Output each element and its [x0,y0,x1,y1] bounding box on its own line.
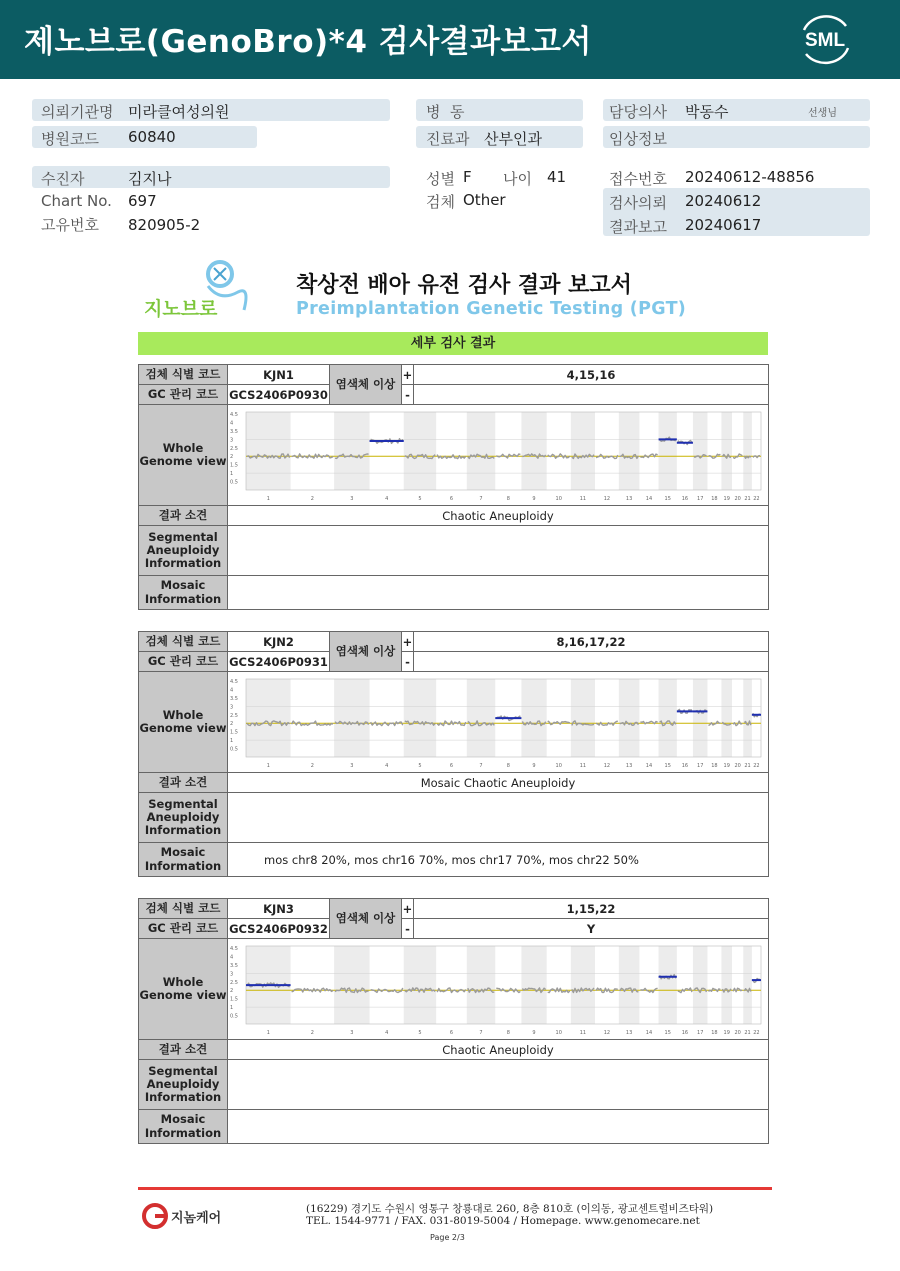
chromosome-label: 19 [723,495,730,502]
abnormal-label: 염색체 이상 [330,899,402,939]
receipt-value: 20240612-48856 [685,168,815,186]
patient-highlight [32,166,390,188]
segmental-label: Segmental Aneuploidy Information [139,526,228,576]
minus-sign: - [402,919,414,939]
plus-sign: + [402,365,414,385]
chromosome-label: 14 [645,495,653,502]
chromosome-label: 4 [385,1029,389,1036]
chromosome-label: 12 [603,495,611,502]
chromosome-label: 20 [734,495,741,502]
request-label: 검사의뢰 [609,194,667,212]
sample-result-table [138,631,769,877]
y-tick-label: 1 [230,1004,234,1011]
copy-number-points [733,721,742,726]
chromosome-label: 11 [579,495,587,502]
finding-value: Chaotic Aneuploidy [228,506,769,526]
chromosome-band [404,412,436,490]
minus-sign: - [402,385,414,405]
clinical-label: 임상정보 [609,130,667,148]
mosaic-label: Mosaic Information [139,1110,228,1144]
chromosome-band [659,946,677,1024]
svg-text:지노브로: 지노브로 [144,298,218,320]
gain-chromosomes: 1,15,22 [414,899,769,919]
report-header-bar [0,0,900,79]
hospital-code-label: 병원코드 [41,130,99,148]
chromosome-label: 12 [603,762,611,769]
hospital-code-value: 60840 [128,128,176,146]
chromosome-label: 6 [449,1029,454,1036]
footer-address: (16229) 경기도 수원시 영통구 창룡대로 260, 8층 810호 (이의동, 광교센트럴비즈타워) [306,1203,714,1215]
chromosome-label: 13 [625,1029,633,1036]
chromosome-label: 16 [681,762,689,769]
chromosome-band [467,412,495,490]
y-tick-label: 2 [230,453,234,460]
chromosome-label: 21 [744,762,751,769]
report-subtitle: Preimplantation Genetic Testing (PGT) [296,299,687,319]
finding-value: Mosaic Chaotic Aneuploidy [228,773,769,793]
y-tick-label: 0.5 [230,479,238,486]
chart-value: 697 [128,192,157,210]
chromosome-band [659,412,677,490]
chromosome-band [521,412,546,490]
institution-value: 미라클여성의원 [128,103,230,121]
chromosome-band [721,946,732,1024]
svg-text:지놈케어: 지놈케어 [171,1211,222,1226]
y-tick-label: 1.5 [230,462,238,469]
chromosome-label: 3 [350,1029,354,1036]
whole-genome-label: Whole Genome view [139,672,228,773]
section-header: 세부 검사 결과 [138,332,768,355]
specimen-code-label: 검체 식별 코드 [139,632,228,652]
gain-chromosomes: 4,15,16 [414,365,769,385]
mosaic-value: mos chr8 20%, mos chr16 70%, mos chr17 70%, mos chr22 50% [228,843,769,877]
age-value: 41 [547,168,567,186]
chromosome-band [693,412,708,490]
mosaic-label: Mosaic Information [139,576,228,610]
y-tick-label: 2.5 [230,445,238,452]
age-label: 나이 [503,170,532,188]
chromosome-label: 20 [734,762,741,769]
svg-text:SML: SML [804,30,846,51]
loss-chromosomes: Y [414,919,769,939]
department-label: 진료과 [426,130,470,148]
abnormal-label: 염색체 이상 [330,632,402,672]
chromosome-label: 21 [744,495,751,502]
chromosome-label: 10 [555,762,562,769]
chromosome-label: 6 [449,762,454,769]
y-tick-label: 4.5 [230,945,238,952]
finding-label: 결과 소견 [139,773,228,793]
specimen-code-label: 검체 식별 코드 [139,899,228,919]
chromosome-band [693,679,708,757]
report-date-value: 20240617 [685,216,762,234]
chromosome-label: 2 [310,762,314,769]
chromosome-label: 9 [532,1029,536,1036]
department-value: 산부인과 [484,130,542,148]
patient-label: 수진자 [41,170,85,188]
copy-number-points [596,988,618,992]
y-tick-label: 3 [230,703,234,710]
chromosome-band [619,679,640,757]
sml-logo [796,12,854,66]
loss-chromosomes [414,652,769,672]
patient-value: 김지나 [128,170,172,188]
chromosome-label: 22 [753,1029,760,1036]
chromosome-band [571,412,595,490]
chromosome-label: 10 [555,495,562,502]
y-tick-label: 4.5 [230,678,238,685]
specimen-code-value: KJN3 [228,899,330,919]
chromosome-label: 7 [479,1029,483,1036]
chromosome-band [246,412,291,490]
chromosome-band [334,412,369,490]
y-tick-label: 1.5 [230,996,238,1003]
document-title: 제노브로(GenoBro)*4 검사결과보고서 [24,24,592,60]
chromosome-label: 8 [506,1029,510,1036]
report-date-label: 결과보고 [609,218,667,236]
chromosome-band [743,412,752,490]
chromosome-band [404,679,436,757]
doctor-label: 담당의사 [609,103,667,121]
chromosome-label: 1 [266,762,270,769]
chromosome-band [619,946,640,1024]
y-tick-label: 4 [230,953,234,960]
chromosome-label: 1 [266,1029,270,1036]
chromosome-band [743,946,752,1024]
chromosome-label: 17 [697,495,704,502]
chromosome-label: 19 [723,762,730,769]
specimen-code-value: KJN2 [228,632,330,652]
chromosome-label: 18 [711,495,718,502]
copy-number-points [496,988,520,992]
chromosome-label: 21 [744,1029,751,1036]
y-tick-label: 3.5 [230,695,238,702]
y-tick-label: 3.5 [230,428,238,435]
chromosome-band [721,679,732,757]
copy-number-points [496,454,520,458]
chromosome-band [619,412,640,490]
y-tick-label: 3 [230,436,234,443]
chromosome-label: 14 [645,1029,653,1036]
ward-label: 병 동 [426,103,465,121]
chromosome-label: 1 [266,495,270,502]
y-tick-label: 4 [230,419,234,426]
finding-label: 결과 소견 [139,506,228,526]
chart-label: Chart No. [41,192,112,210]
chromosome-label: 5 [418,1029,422,1036]
y-tick-label: 2 [230,720,234,727]
chromosome-label: 8 [506,495,510,502]
whole-genome-plot-cell [228,672,769,773]
chromosome-label: 7 [479,762,483,769]
chromosome-label: 6 [449,495,454,502]
chromosome-label: 18 [711,1029,718,1036]
specimen-label: 검체 [426,193,455,211]
chromosome-label: 9 [532,495,536,502]
chromosome-label: 18 [711,762,718,769]
chromosome-label: 2 [310,495,314,502]
segmental-label: Segmental Aneuploidy Information [139,793,228,843]
y-tick-label: 1.5 [230,729,238,736]
chromosome-band [521,679,546,757]
chromosome-label: 12 [603,1029,611,1036]
y-tick-label: 0.5 [230,746,238,753]
y-tick-label: 2.5 [230,712,238,719]
chromosome-label: 16 [681,1029,689,1036]
chromosome-label: 13 [625,495,633,502]
genobro-logo [138,258,258,322]
finding-value: Chaotic Aneuploidy [228,1040,769,1060]
gc-code-value: GCS2406P0931 [228,652,330,672]
minus-sign: - [402,652,414,672]
copy-number-points [548,988,570,993]
chromosome-band [571,679,595,757]
chromosome-label: 22 [753,495,760,502]
chromosome-band [693,946,708,1024]
y-tick-label: 2.5 [230,979,238,986]
chromosome-label: 19 [723,1029,730,1036]
chromosome-label: 4 [385,762,389,769]
finding-label: 결과 소견 [139,1040,228,1060]
chromosome-band [659,679,677,757]
plot-frame [246,946,761,1024]
id-value: 820905-2 [128,216,201,234]
segmental-value [228,526,769,576]
specimen-code-value: KJN1 [228,365,330,385]
chromosome-label: 5 [418,762,422,769]
chromosome-label: 4 [385,495,389,502]
report-title: 착상전 배아 유전 검사 결과 보고서 [296,273,632,298]
segmental-value [228,1060,769,1110]
plot-frame [246,412,761,490]
chromosome-band [334,679,369,757]
y-tick-label: 3 [230,970,234,977]
gain-chromosomes: 8,16,17,22 [414,632,769,652]
y-tick-label: 1 [230,470,234,477]
gc-code-value: GCS2406P0932 [228,919,330,939]
chromosome-label: 11 [579,762,587,769]
chromosome-label: 11 [579,1029,587,1036]
y-tick-label: 2 [230,987,234,994]
chromosome-label: 8 [506,762,510,769]
genomecare-logo [142,1203,242,1229]
chromosome-label: 3 [350,495,354,502]
request-value: 20240612 [685,192,762,210]
y-tick-label: 0.5 [230,1013,238,1020]
chromosome-band [743,679,752,757]
copy-number-points [371,721,403,725]
id-label: 고유번호 [41,216,99,234]
chromosome-band [721,412,732,490]
doctor-value: 박동수 [685,103,729,121]
chromosome-label: 9 [532,762,536,769]
specimen-code-label: 검체 식별 코드 [139,365,228,385]
specimen-value: Other [463,191,506,209]
abnormal-label: 염색체 이상 [330,365,402,405]
chromosome-label: 14 [645,762,653,769]
chromosome-label: 22 [753,762,760,769]
sample-result-table [138,898,769,1144]
mosaic-value [228,576,769,610]
chromosome-label: 16 [681,495,689,502]
whole-genome-plot [228,406,769,505]
footer-divider [138,1187,772,1190]
chromosome-band [467,679,495,757]
chromosome-label: 15 [664,1029,671,1036]
y-tick-label: 4 [230,686,234,693]
gc-code-value: GCS2406P0930 [228,385,330,405]
chromosome-label: 3 [350,762,354,769]
segmental-label: Segmental Aneuploidy Information [139,1060,228,1110]
sex-label: 성별 [426,170,455,188]
whole-genome-label: Whole Genome view [139,405,228,506]
plus-sign: + [402,899,414,919]
sex-value: F [463,168,472,186]
chromosome-band [467,946,495,1024]
chromosome-label: 17 [697,762,704,769]
y-tick-label: 3.5 [230,962,238,969]
y-tick-label: 1 [230,737,234,744]
copy-number-points [709,721,721,725]
chromosome-label: 2 [310,1029,314,1036]
doctor-suffix: 선생님 [808,108,837,119]
whole-genome-plot [228,940,769,1039]
plus-sign: + [402,632,414,652]
chromosome-label: 15 [664,762,671,769]
chromosome-band [334,946,369,1024]
chromosome-band [521,946,546,1024]
footer-contact: TEL. 1544-9771 / FAX. 031-8019-5004 / Homepage. www.genomecare.net [306,1215,700,1227]
mosaic-label: Mosaic Information [139,843,228,877]
whole-genome-label: Whole Genome view [139,939,228,1040]
gc-code-label: GC 관리 코드 [139,919,228,939]
gc-code-label: GC 관리 코드 [139,385,228,405]
chromosome-band [404,946,436,1024]
segmental-value [228,793,769,843]
chromosome-label: 20 [734,1029,741,1036]
chromosome-band [571,946,595,1024]
page-number: Page 2/3 [430,1233,465,1242]
y-tick-label: 4.5 [230,411,238,418]
chromosome-label: 7 [479,495,483,502]
loss-chromosomes [414,385,769,405]
chromosome-label: 13 [625,762,633,769]
mosaic-value [228,1110,769,1144]
chromosome-label: 10 [555,1029,562,1036]
chromosome-label: 17 [697,1029,704,1036]
receipt-label: 접수번호 [609,170,667,188]
institution-label: 의뢰기관명 [41,103,114,121]
chromosome-label: 15 [664,495,671,502]
sample-result-table [138,364,769,610]
whole-genome-plot-cell [228,939,769,1040]
whole-genome-plot [228,673,769,772]
chromosome-label: 5 [418,495,422,502]
chromosome-band [246,679,291,757]
gc-code-label: GC 관리 코드 [139,652,228,672]
whole-genome-plot-cell [228,405,769,506]
